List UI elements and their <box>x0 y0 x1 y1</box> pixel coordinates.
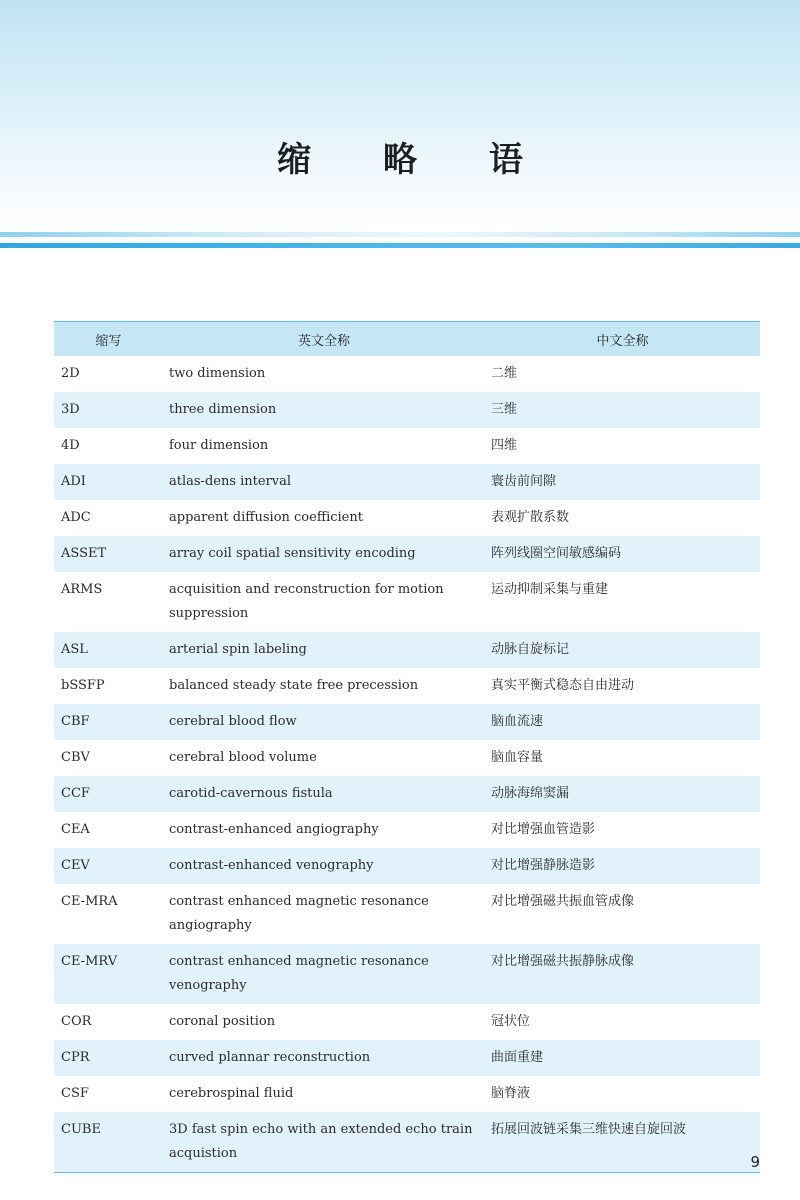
table-row <box>54 740 760 776</box>
english-cell: coronal position <box>169 1014 276 1029</box>
english-cell: three dimension <box>163 392 485 428</box>
english-cell: acquisition and reconstruction for motion suppression <box>169 582 444 621</box>
chinese-cell: 运动抑制采集与重建 <box>491 582 609 597</box>
table-row <box>54 1040 760 1076</box>
abbr-cell: CE-MRA <box>61 894 118 909</box>
column-header-abbr: 缩写 <box>54 322 163 357</box>
abbr-cell: CSF <box>61 1086 89 1101</box>
table-row <box>54 1076 760 1112</box>
english-cell: carotid-cavernous fistula <box>163 776 485 812</box>
table-row <box>54 668 760 704</box>
abbr-cell: ADC <box>61 510 91 525</box>
chinese-cell: 对比增强静脉造影 <box>485 848 760 884</box>
abbr-cell: COR <box>61 1014 92 1029</box>
english-cell: cerebrospinal fluid <box>169 1086 294 1101</box>
abbreviation-table <box>54 321 760 1173</box>
chinese-cell: 拓展回波链采集三维快速自旋回波 <box>485 1112 760 1173</box>
english-cell: atlas-dens interval <box>163 464 485 500</box>
table-row <box>54 392 760 428</box>
abbr-cell: ARMS <box>61 582 103 597</box>
table-row <box>54 776 760 812</box>
column-header-chinese: 中文全称 <box>485 322 760 357</box>
abbr-cell: CPR <box>54 1040 163 1076</box>
table-row <box>54 572 760 632</box>
abbr-cell: ADI <box>54 464 163 500</box>
table-row <box>54 704 760 740</box>
abbr-cell: CEV <box>54 848 163 884</box>
chinese-cell: 对比增强磁共振血管成像 <box>491 894 635 909</box>
chinese-cell: 四维 <box>491 438 518 453</box>
chinese-cell: 二维 <box>491 366 518 381</box>
chinese-cell: 脑血容量 <box>491 750 544 765</box>
chinese-cell: 表观扩散系数 <box>491 510 570 525</box>
english-cell: contrast enhanced magnetic resonance venography <box>163 944 485 1004</box>
chinese-cell: 对比增强血管造影 <box>491 822 596 837</box>
chinese-cell: 寰齿前间隙 <box>485 464 760 500</box>
abbr-cell: CBF <box>54 704 163 740</box>
chinese-cell: 对比增强磁共振静脉成像 <box>485 944 760 1004</box>
english-cell: four dimension <box>169 438 269 453</box>
header-divider-blue <box>0 243 800 248</box>
header-divider-light <box>0 232 800 237</box>
table-row <box>54 632 760 668</box>
chinese-cell: 曲面重建 <box>485 1040 760 1076</box>
english-cell: array coil spatial sensitivity encoding <box>163 536 485 572</box>
abbr-cell: CEA <box>61 822 90 837</box>
table-row <box>54 356 760 392</box>
page-number: 9 <box>750 1153 760 1171</box>
table-row <box>54 848 760 884</box>
english-cell: curved plannar reconstruction <box>163 1040 485 1076</box>
english-cell: arterial spin labeling <box>163 632 485 668</box>
table-row <box>54 464 760 500</box>
abbr-cell: CUBE <box>54 1112 163 1173</box>
table-row <box>54 1112 760 1173</box>
abbr-cell: CE-MRV <box>54 944 163 1004</box>
abbr-cell: CCF <box>54 776 163 812</box>
abbr-cell: CBV <box>61 750 90 765</box>
english-cell: cerebral blood flow <box>163 704 485 740</box>
table-row <box>54 428 760 464</box>
abbr-cell: 3D <box>54 392 163 428</box>
table-row <box>54 812 760 848</box>
chinese-cell: 真实平衡式稳态自由进动 <box>491 678 635 693</box>
abbr-cell: 4D <box>61 438 80 453</box>
abbr-cell: ASSET <box>54 536 163 572</box>
english-cell: two dimension <box>169 366 266 381</box>
abbr-cell: 2D <box>61 366 80 381</box>
table-header-row <box>54 322 760 357</box>
column-header-english: 英文全称 <box>163 322 485 357</box>
table-row <box>54 884 760 944</box>
table-row <box>54 944 760 1004</box>
chinese-cell: 冠状位 <box>491 1014 531 1029</box>
table-row <box>54 500 760 536</box>
chinese-cell: 脑脊液 <box>491 1086 531 1101</box>
english-cell: apparent diffusion coefficient <box>169 510 363 525</box>
english-cell: 3D fast spin echo with an extended echo train acquistion <box>163 1112 485 1173</box>
english-cell: contrast-enhanced angiography <box>169 822 379 837</box>
table-row <box>54 536 760 572</box>
page-title: 缩 略 语 <box>277 140 553 180</box>
english-cell: contrast-enhanced venography <box>163 848 485 884</box>
english-cell: balanced steady state free precession <box>169 678 419 693</box>
abbr-cell: bSSFP <box>61 678 105 693</box>
chinese-cell: 动脉海绵窦漏 <box>485 776 760 812</box>
english-cell: contrast enhanced magnetic resonance angiography <box>169 894 429 933</box>
abbr-cell: ASL <box>54 632 163 668</box>
table-row <box>54 1004 760 1040</box>
chinese-cell: 三维 <box>485 392 760 428</box>
chinese-cell: 阵列线圈空间敏感编码 <box>485 536 760 572</box>
page-header-banner <box>0 0 800 232</box>
chinese-cell: 脑血流速 <box>485 704 760 740</box>
chinese-cell: 动脉自旋标记 <box>485 632 760 668</box>
english-cell: cerebral blood volume <box>169 750 317 765</box>
